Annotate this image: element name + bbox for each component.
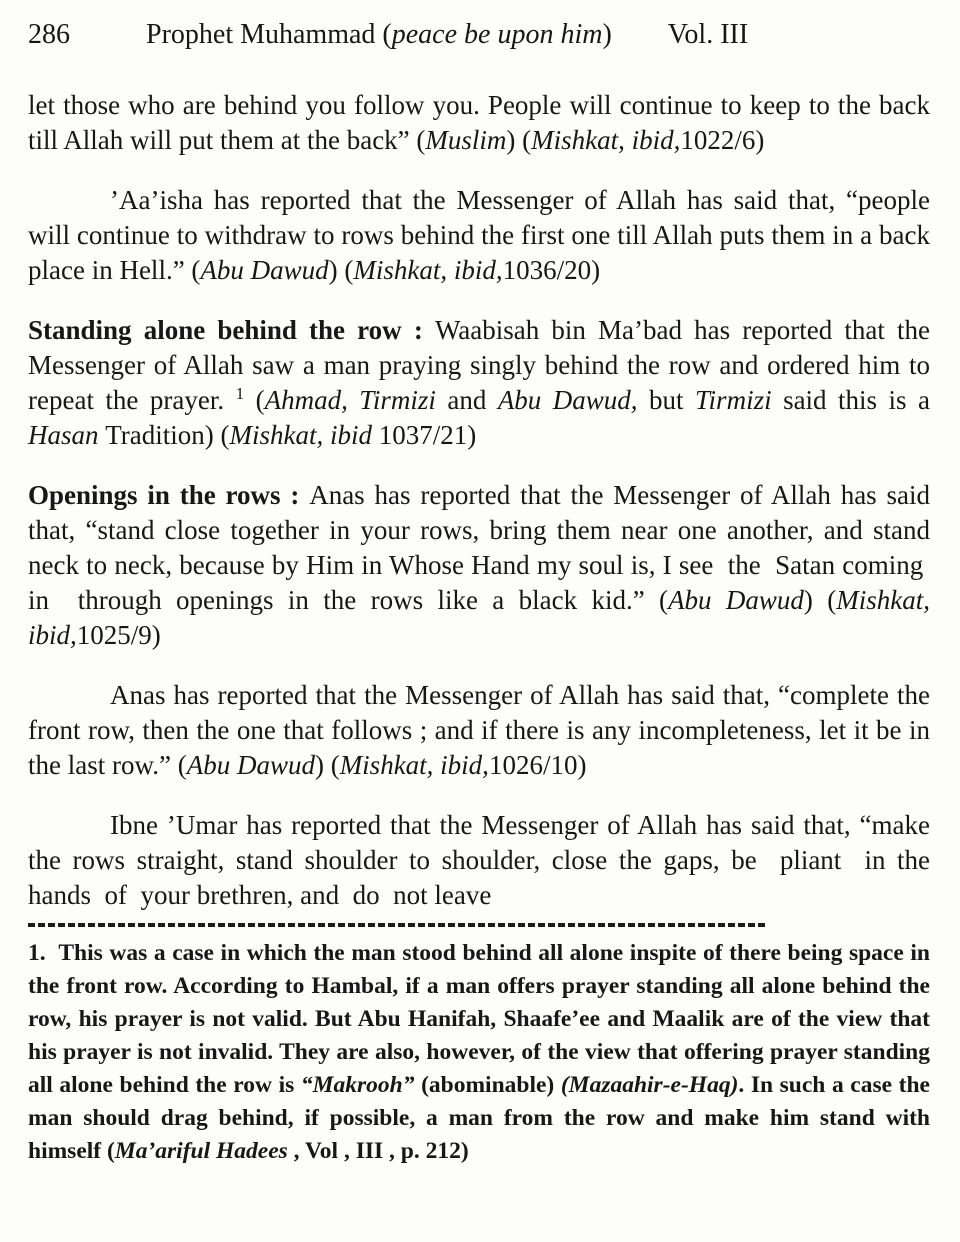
text-segment: 1022/6) (680, 125, 765, 155)
text-segment: Abu Dawud, (497, 385, 650, 415)
text-segment: Ibne ’Umar has reported that the Messenger of Allah has said that, “make the rows straight, stand shoulder to shoulder, close the gaps, be pliant in the hands of your brethren, and do not leave (28, 810, 930, 910)
text-segment: Mishkat, ibid, (531, 125, 681, 155)
text-segment: said this is a (783, 385, 931, 415)
text-segment: ) ( (506, 125, 532, 155)
page-number: 286 (28, 19, 70, 50)
text-segment: Tradition) ( (105, 420, 230, 450)
footnote-reference-mark: 1 (235, 384, 245, 403)
text-segment: peace be upon him (391, 19, 603, 50)
text-segment: Openings in the rows : (28, 480, 310, 510)
book-title (146, 18, 612, 52)
text-segment: Standing alone behind the row : (28, 315, 435, 345)
text-segment: ) ( (314, 750, 340, 780)
text-segment: Prophet Muhammad ( (146, 19, 392, 50)
text-segment: . In such a case the man should drag behind, if possible, a man from the row and make him stand with himself ( (28, 1072, 930, 1164)
text-segment: Mishkat, ibid, (28, 585, 931, 650)
paragraph-openings-in-rows (28, 478, 930, 653)
text-segment: ) ( (328, 255, 354, 285)
text-segment: Abu Dawud (668, 585, 804, 615)
text-segment: ( (244, 385, 265, 415)
text-segment: Waabisah bin Ma’bad has reported that the Messenger of Allah saw a man praying singly behind the row and ordered him to repeat the prayer. (28, 315, 930, 415)
text-segment: let those who are behind you follow you. People will continue to keep to the back till Allah will put them at the back” ( (28, 90, 930, 155)
text-segment: Ahmad, Tirmizi (264, 385, 448, 415)
text-segment: (abominable) (414, 1072, 561, 1098)
text-segment: but (649, 385, 696, 415)
text-segment: Mishkat, ibid, (339, 750, 489, 780)
text-segment: and (447, 385, 498, 415)
text-segment: Hasan (28, 420, 106, 450)
text-segment: ’Aa’isha has reported that the Messenger of Allah has said that, “people will continue to withdraw to rows behind the first one till Allah puts them in a back place in Hell.” ( (28, 185, 930, 285)
text-segment: Ma’ariful Hadees (114, 1138, 288, 1164)
text-segment: 1025/9) (76, 620, 161, 650)
paragraph-ibne-umar-hadith (28, 808, 930, 913)
paragraph-continuation (28, 88, 930, 158)
text-segment: Anas has reported that the Messenger of Allah has said that, “stand close together in your rows, bring them near one another, and stand neck to neck, because by Him in Whose Hand my soul is, I see the Satan coming in through openings in the rows like a black kid.” ( (28, 480, 931, 615)
text-segment: Abu Dawud (200, 255, 329, 285)
text-segment: Abu Dawud (186, 750, 315, 780)
text-segment: ) ( (803, 585, 837, 615)
text-segment: 1. This was a case in which the man stood behind all alone inspite of there being space in the front row. According to Hambal, if a man offers prayer standing all alone behind the row, his prayer is not valid. But Abu Hanifah, Shaafe’ee and Maalik are of the view that his prayer is not invalid. They are also, however, of the view that offering prayer standing all alone behind the row is (28, 940, 930, 1098)
footnote-text (28, 937, 930, 1168)
text-segment: “Makrooh” (300, 1072, 415, 1098)
text-segment: 1037/21) (378, 420, 477, 450)
footnote-divider (28, 923, 765, 927)
text-segment: ) (602, 19, 612, 50)
text-segment: Mishkat, ibid, (353, 255, 503, 285)
text-segment: 1036/20) (502, 255, 601, 285)
text-segment: (Mazaahir-e-Haq) (560, 1072, 739, 1098)
volume-label: Vol. III (667, 19, 749, 50)
text-segment: Mishkat, ibid (229, 420, 379, 450)
text-segment: Anas has reported that the Messenger of Allah has said that, “complete the front row, then the one that follows ; and if there is any incompleteness, let it be in the last row.” ( (28, 680, 930, 780)
paragraph-standing-alone (28, 313, 930, 453)
paragraph-aaisha-hadith (28, 183, 930, 288)
text-segment: , Vol , III , p. 212) (287, 1138, 469, 1164)
page-header (28, 18, 930, 52)
text-segment: Tirmizi (695, 385, 784, 415)
text-segment: 1026/10) (488, 750, 587, 780)
paragraph-anas-hadith (28, 678, 930, 783)
text-segment: Muslim (425, 125, 507, 155)
